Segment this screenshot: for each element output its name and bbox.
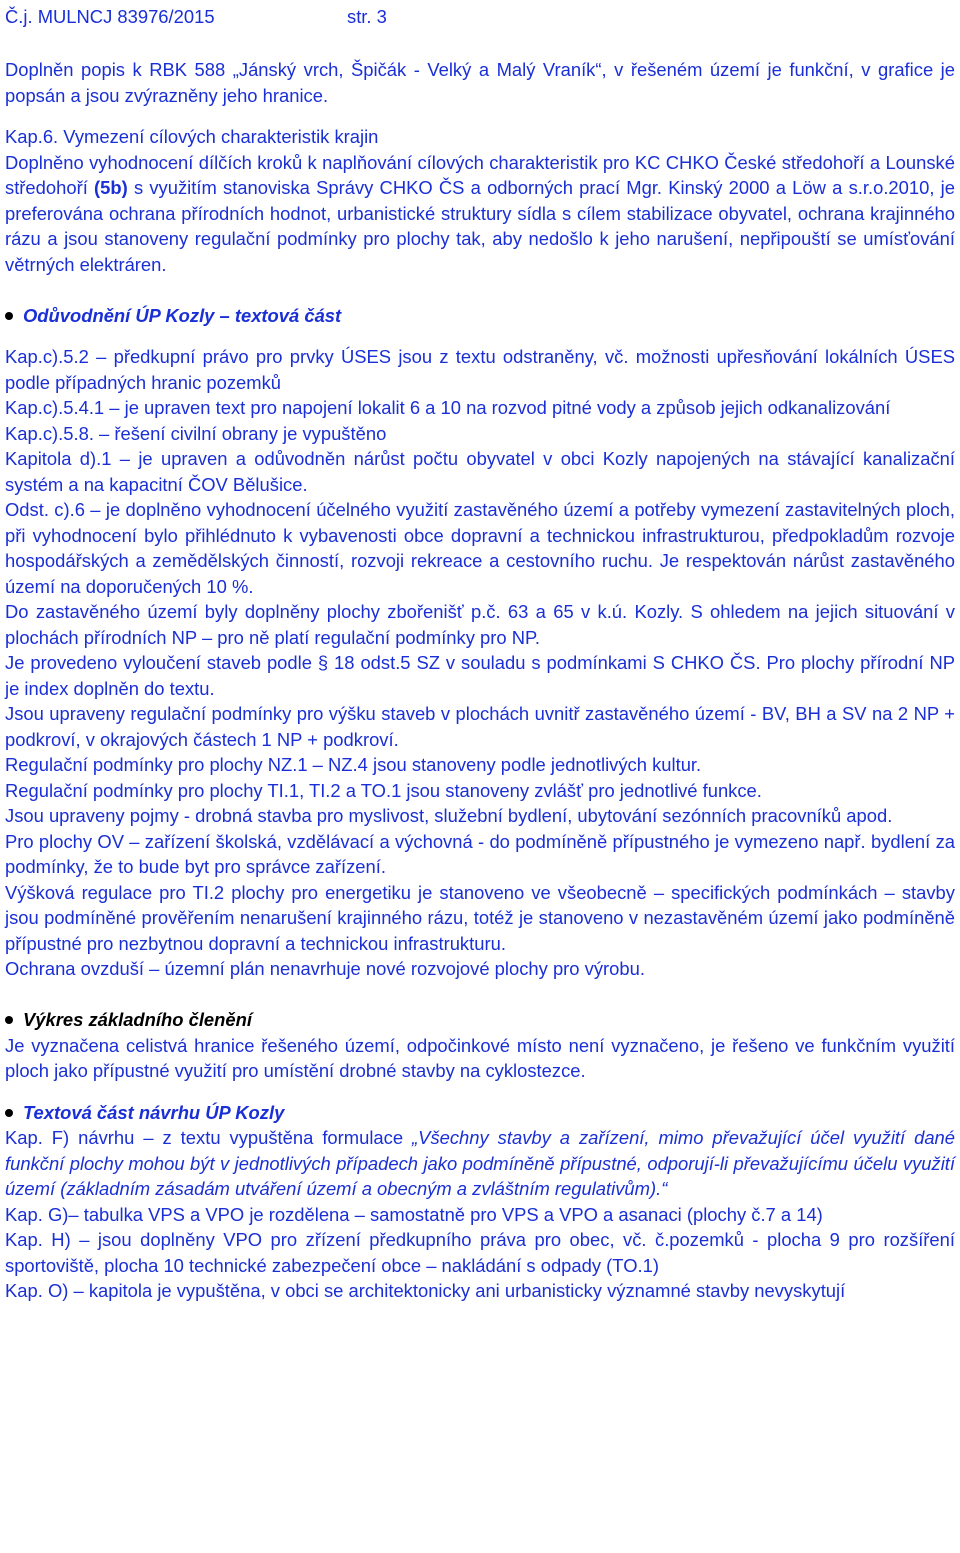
rbk-paragraph: Doplněn popis k RBK 588 „Jánský vrch, Špičák - Velký a Malý Vraník“, v řešeném území je funkční, v grafice je popsán a jsou zvýrazněny jeho hranice. (5, 59, 955, 106)
kap6-text-b: s využitím stanoviska Správy CHKO ČS a odborných prací Mgr. Kinský 2000 a Löw a s.r.o.2010, je preferována ochrana přírodních hodnot, urbanistické struktury sídla s cílem stabilizace obyvatel, ochrana krajinného rázu a jsou stanoveny regulační podmínky pro plochy tak, aby nedošlo k jeho narušení, nepřipouští se umísťování větrných elektráren. (5, 177, 955, 275)
list-item: Jsou upraveny pojmy - drobná stavba pro myslivost, služební bydlení, ubytování sezónních pracovníků apod. (5, 805, 893, 826)
kap6-title: Kap.6. Vymezení cílových charakteristik krajin (5, 126, 379, 147)
section-heading-text: Odůvodnění ÚP Kozly – textová část (23, 304, 342, 326)
list-item: Kap. O) – kapitola je vypuštěna, v obci se architektonicky ani urbanisticky významné stavby nevyskytují (5, 1280, 846, 1301)
list-item: Kap.c).5.4.1 – je upraven text pro napojení lokalit 6 a 10 na rozvod pitné vody a způsob jejich odkanalizování (5, 397, 891, 418)
document-body (5, 57, 955, 1304)
list-item: Kap. G)– tabulka VPS a VPO je rozdělena – samostatně pro VPS a VPO a asanaci (plochy č.7 a 14) (5, 1203, 823, 1225)
kapF-quote: „Všechny stavby a zařízení, mimo převažující účel využití dané funkční plochy mohou být v jednotlivých případech jako podmíněně přípustné, odporují-li převažujícímu účelu využití území (základním zásadám utváření území a obecným a zvláštním regulativům).“ (5, 1127, 955, 1199)
list-item: Jsou upraveny regulační podmínky pro výšku staveb v plochách uvnitř zastavěného území - BV, BH a SV na 2 NP + podkroví, v okrajových částech 1 NP + podkroví. (5, 703, 955, 750)
list-item: Výšková regulace pro TI.2 plochy pro energetiku je stanoveno ve všeobecně – specifických podmínkách – stavby jsou podmíněné prověřením nenarušení krajinného rázu, totéž je stanoveno v nezastavěném území jako podmíněně přípustné pro nezbytnou dopravní a technickou infrastrukturu. (5, 881, 955, 954)
list-item: Kap. H) – jsou doplněny VPO pro zřízení předkupního práva pro obec, vč. č.pozemků - plocha 9 pro rozšíření sportoviště, plocha 10 technické zabezpečení obce – nakládání s odpady (TO.1) (5, 1229, 955, 1276)
section-heading-text: Textová část návrhu ÚP Kozly (23, 1101, 285, 1123)
section-heading-textova (5, 1100, 955, 1126)
vykres-paragraph: Je vyznačena celistvá hranice řešeného území, odpočinkové místo není vyznačeno, je řešeno ve funkčním využití ploch jako přípustné využití pro umístění drobné stavby na cyklostezce. (5, 1034, 955, 1081)
list-item: Kap.c).5.2 – předkupní právo pro prvky ÚSES jsou z textu odstraněny, vč. možnosti upřesňování lokálních ÚSES podle případných hranic pozemků (5, 346, 955, 393)
list-item: Odst. c).6 – je doplněno vyhodnocení účelného využití zastavěného území a potřeby vymezení zastavitelných ploch, při vyhodnocení bylo přihlédnuto k vybavenosti obce dopravní a technickou infrastrukturou, předpokladům rozvoje hospodářských a zemědělských činností, rozvoji rekreace a cestovního ruchu. Je respektován nárůst zastavěného území na doporučených 10 %. (5, 499, 955, 597)
section-heading-oduvodneni (5, 303, 955, 329)
list-item: Pro plochy OV – zařízení školská, vzdělávací a výchovná - do podmíněně přípustného je vymezeno např. bydlení za podmínky, že to bude byt pro správce zařízení. (5, 830, 955, 877)
list-item: Kap.c).5.8. – řešení civilní obrany je vypuštěno (5, 422, 387, 444)
kap6-text-bold: (5b) (94, 177, 128, 198)
page-number: str. 3 (347, 6, 387, 27)
list-item: Je provedeno vyloučení staveb podle § 18 odst.5 SZ v souladu s podmínkami S CHKO ČS. Pro plochy přírodní NP je index doplněn do textu. (5, 652, 955, 699)
bullet-icon (5, 1109, 13, 1117)
document-reference: Č.j. MULNCJ 83976/2015 (5, 6, 215, 27)
kap6-text-a: Doplněno vyhodnocení dílčích kroků k naplňování cílových charakteristik pro KC CHKO České středohoří a Lounské středohoří (5, 151, 955, 198)
section-heading-text: Výkres základního členění (23, 1009, 252, 1030)
bullet-icon (5, 1016, 13, 1024)
list-item: Ochrana ovzduší – územní plán nenavrhuje nové rozvojové plochy pro výrobu. (5, 958, 645, 979)
kapF-paragraph (5, 1125, 955, 1202)
section-heading-vykres (5, 1007, 955, 1033)
list-item: Regulační podmínky pro plochy NZ.1 – NZ.4 jsou stanoveny podle jednotlivých kultur. (5, 754, 702, 775)
bullet-icon (5, 312, 13, 320)
list-item: Regulační podmínky pro plochy TI.1, TI.2 a TO.1 jsou stanoveny zvlášť pro jednotlivé funkce. (5, 779, 762, 801)
kapF-text: Kap. F) návrhu – z textu vypuštěna formulace (5, 1127, 413, 1148)
kap6-paragraph (5, 150, 955, 278)
list-item: Kapitola d).1 – je upraven a odůvodněn nárůst počtu obyvatel v obci Kozly napojených na stávající kanalizační systém a na kapacitní ČOV Bělušice. (5, 448, 955, 495)
list-item: Do zastavěného území byly doplněny plochy zbořenišť p.č. 63 a 65 v k.ú. Kozly. S ohledem na jejich situování v plochách přírodních NP – pro ně platí regulační podmínky pro NP. (5, 601, 955, 648)
